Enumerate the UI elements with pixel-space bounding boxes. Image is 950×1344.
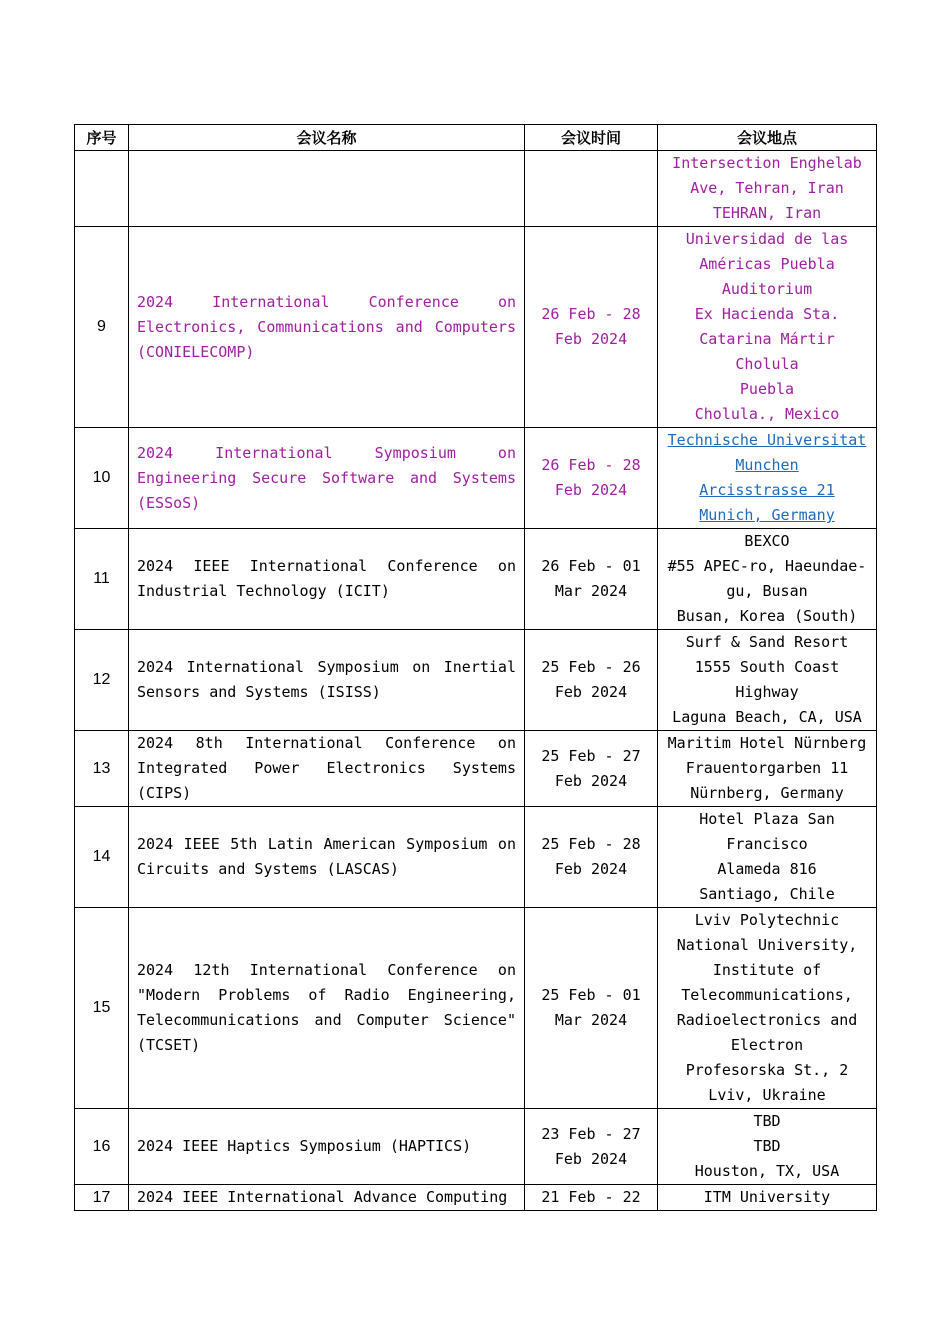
- conference-name: 2024 IEEE International Conference on Industrial Technology (ICIT): [129, 529, 525, 630]
- conference-name: 2024 IEEE Haptics Symposium (HAPTICS): [129, 1109, 525, 1185]
- location-line: Telecommunications,: [681, 986, 853, 1004]
- conference-location: [658, 807, 877, 908]
- table-row: [75, 630, 877, 731]
- conference-date: 23 Feb - 27 Feb 2024: [525, 1109, 658, 1185]
- location-line: gu, Busan: [726, 582, 808, 600]
- conference-name: 2024 12th International Conference on "Modern Problems of Radio Engineering, Telecommunications and Computer Science" (TCSET): [129, 908, 525, 1109]
- table-row: [75, 731, 877, 807]
- table-body: [75, 151, 877, 1211]
- location-line: #55 APEC-ro, Haeundae-: [667, 557, 867, 575]
- row-number: 12: [75, 630, 129, 731]
- location-line: Catarina Mártir: [699, 330, 835, 348]
- conference-date: 26 Feb - 28 Feb 2024: [525, 428, 658, 529]
- location-line: Profesorska St., 2: [685, 1061, 849, 1079]
- conference-location: [658, 151, 877, 227]
- conference-date: 26 Feb - 01 Mar 2024: [525, 529, 658, 630]
- location-line: Universidad de las: [685, 230, 849, 248]
- table-row: [75, 529, 877, 630]
- location-line: Nürnberg, Germany: [690, 784, 844, 802]
- location-line: Auditorium: [721, 280, 813, 298]
- conference-location: [658, 908, 877, 1109]
- location-line: Francisco: [726, 835, 808, 853]
- header-number: 序号: [75, 125, 129, 151]
- conference-location: [658, 731, 877, 807]
- location-line: Laguna Beach, CA, USA: [672, 708, 862, 726]
- location-link[interactable]: Technische Universitat: [667, 431, 867, 449]
- location-line: Highway: [735, 683, 799, 701]
- conference-date: 21 Feb - 22: [525, 1185, 658, 1211]
- row-number: 17: [75, 1185, 129, 1211]
- location-line: Intersection Enghelab: [672, 154, 862, 172]
- row-number: 13: [75, 731, 129, 807]
- location-line: Alameda 816: [717, 860, 817, 878]
- conference-name: 2024 IEEE International Advance Computing: [129, 1185, 525, 1211]
- conference-location: [658, 428, 877, 529]
- row-number: [75, 151, 129, 227]
- location-line: National University,: [676, 936, 858, 954]
- location-line: 1555 South Coast: [694, 658, 840, 676]
- location-line: Radioelectronics and: [676, 1011, 858, 1029]
- location-line: Hotel Plaza San: [699, 810, 835, 828]
- location-line: Frauentorgarben 11: [685, 759, 849, 777]
- table-row: [75, 1109, 877, 1185]
- location-line: BEXCO: [744, 532, 790, 550]
- location-line: Ex Hacienda Sta.: [694, 305, 840, 323]
- location-link[interactable]: Munich, Germany: [699, 506, 835, 524]
- location-link[interactable]: Munchen: [735, 456, 799, 474]
- conference-name[interactable]: 2024 International Symposium on Engineering Secure Software and Systems (ESSoS): [129, 428, 525, 529]
- location-line: ITM University: [703, 1188, 831, 1206]
- table-header-row: [75, 125, 877, 151]
- location-line: Electron: [730, 1036, 804, 1054]
- conference-table: [74, 124, 877, 1211]
- header-conference-name: 会议名称: [129, 125, 525, 151]
- location-line: Lviv Polytechnic: [694, 911, 840, 929]
- location-line: Puebla: [739, 380, 795, 398]
- conference-location: [658, 227, 877, 428]
- conference-date: 26 Feb - 28 Feb 2024: [525, 227, 658, 428]
- row-number: 10: [75, 428, 129, 529]
- row-number: 14: [75, 807, 129, 908]
- location-line: Cholula., Mexico: [694, 405, 840, 423]
- conference-date: 25 Feb - 01 Mar 2024: [525, 908, 658, 1109]
- conference-location: [658, 1109, 877, 1185]
- location-line: Lviv, Ukraine: [708, 1086, 826, 1104]
- location-line: Maritim Hotel Nürnberg: [667, 734, 867, 752]
- row-number: 9: [75, 227, 129, 428]
- conference-location: [658, 529, 877, 630]
- conference-location: [658, 1185, 877, 1211]
- location-link[interactable]: Arcisstrasse 21: [699, 481, 835, 499]
- table-row: [75, 227, 877, 428]
- conference-name[interactable]: 2024 International Conference on Electronics, Communications and Computers (CONIELECOMP): [129, 227, 525, 428]
- conference-name: 2024 8th International Conference on Integrated Power Electronics Systems (CIPS): [129, 731, 525, 807]
- header-conference-location: 会议地点: [658, 125, 877, 151]
- conference-date: [525, 151, 658, 227]
- location-line: Houston, TX, USA: [694, 1162, 840, 1180]
- location-line: Surf & Sand Resort: [685, 633, 849, 651]
- conference-location: [658, 630, 877, 731]
- table-row: [75, 807, 877, 908]
- conference-name[interactable]: [129, 151, 525, 227]
- location-line: Cholula: [735, 355, 799, 373]
- table-row: [75, 1185, 877, 1211]
- conference-name: 2024 IEEE 5th Latin American Symposium on Circuits and Systems (LASCAS): [129, 807, 525, 908]
- location-line: Santiago, Chile: [699, 885, 835, 903]
- conference-date: 25 Feb - 28 Feb 2024: [525, 807, 658, 908]
- row-number: 15: [75, 908, 129, 1109]
- location-line: Ave, Tehran, Iran: [690, 179, 844, 197]
- conference-date: 25 Feb - 26 Feb 2024: [525, 630, 658, 731]
- location-line: Américas Puebla: [699, 255, 835, 273]
- location-line: Institute of: [712, 961, 822, 979]
- row-number: 16: [75, 1109, 129, 1185]
- location-line: Busan, Korea (South): [676, 607, 858, 625]
- row-number: 11: [75, 529, 129, 630]
- header-conference-date: 会议时间: [525, 125, 658, 151]
- table-row: [75, 908, 877, 1109]
- location-line: TEHRAN, Iran: [712, 204, 822, 222]
- table-row: [75, 428, 877, 529]
- conference-name: 2024 International Symposium on Inertial Sensors and Systems (ISISS): [129, 630, 525, 731]
- table-row: [75, 151, 877, 227]
- conference-date: 25 Feb - 27 Feb 2024: [525, 731, 658, 807]
- location-line: TBD: [753, 1112, 781, 1130]
- location-line: TBD: [753, 1137, 781, 1155]
